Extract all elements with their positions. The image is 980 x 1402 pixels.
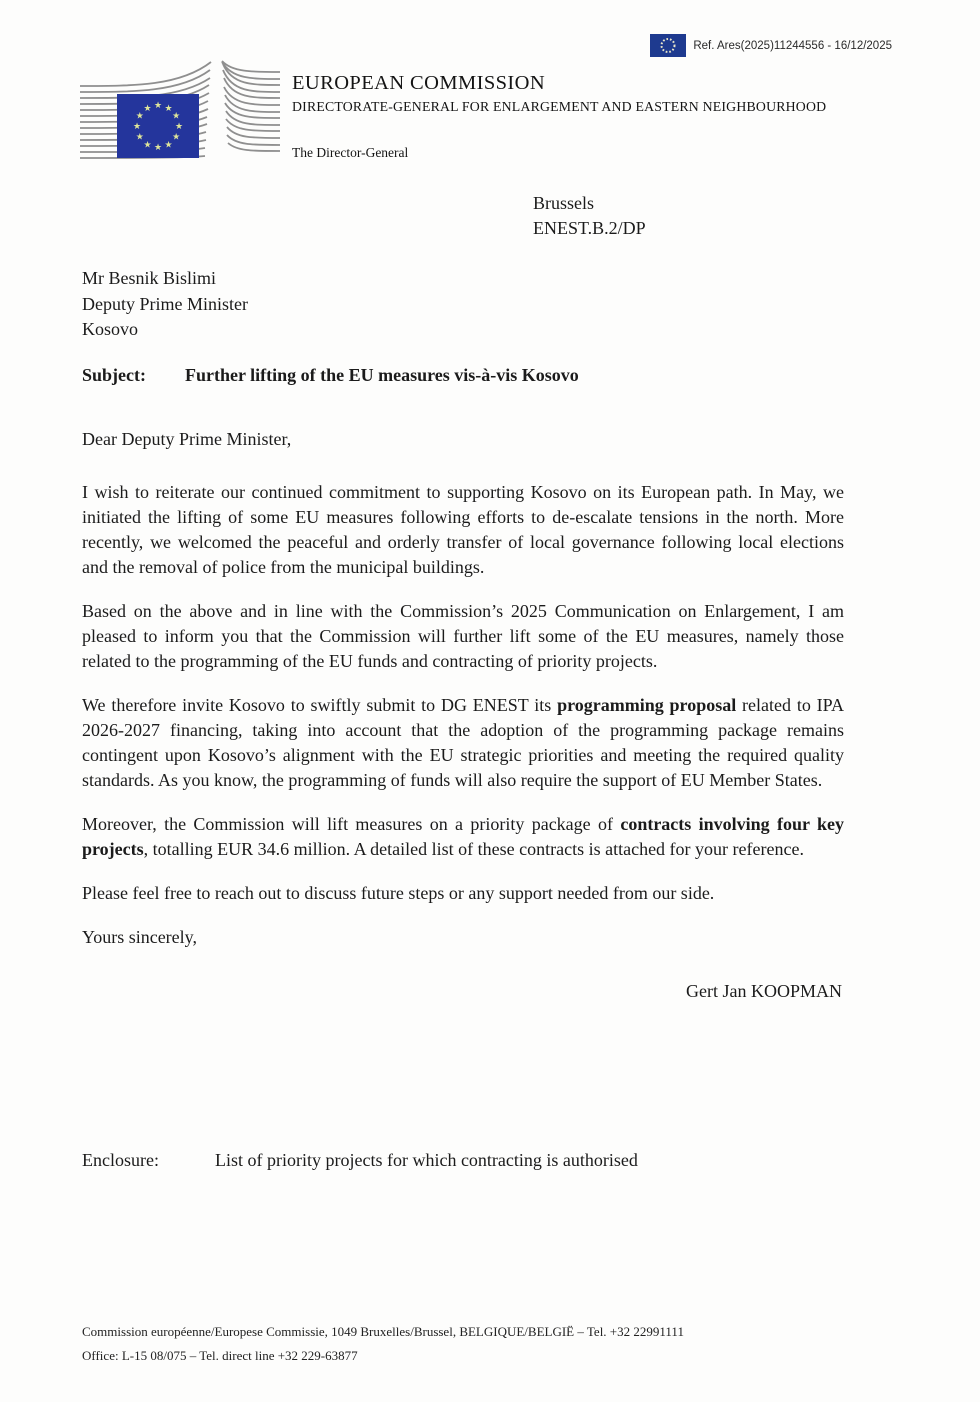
recipient-line: Mr Besnik Bislimi: [82, 268, 217, 288]
subject-label: Subject:: [82, 365, 146, 385]
logo-right-lines: [222, 61, 280, 151]
dateline-unit: ENEST.B.2/DP: [533, 218, 646, 238]
svg-text:★: ★: [164, 139, 173, 150]
body-paragraph: We therefore invite Kosovo to swiftly submit to DG ENEST its programming proposal related to IPA 2026-2027 financing, taking into account that the adoption of the programming package remains contingent upon Kosovo’s alignment with the EU strategic priorities and meeting the required quality standards. As you know, the programming of funds will also require the support of EU Member States.: [82, 695, 844, 790]
svg-text:★: ★: [135, 131, 144, 142]
body-paragraph: I wish to reiterate our continued commitment to supporting Kosovo on its European path. In May, we initiated the lifting of some EU measures following efforts to de-escalate tensions in the north. More recently, we welcomed the peaceful and orderly transfer of local governance following local elections and the removal of police from the municipal buildings.: [82, 482, 844, 577]
subject-line: [82, 365, 844, 386]
svg-text:★: ★: [135, 110, 144, 121]
recipient-line: Deputy Prime Minister: [82, 293, 248, 314]
enclosure-label: Enclosure:: [82, 1150, 159, 1170]
body-paragraph: Based on the above and in line with the Commission’s 2025 Communication on Enlargement, I am pleased to inform you that the Commission will further lift some of the EU measures, namely those related to the programming of the EU funds and contracting of priority projects.: [82, 601, 844, 671]
european-commission-logo: [80, 60, 280, 164]
letterhead: [292, 72, 826, 115]
svg-text:★: ★: [164, 103, 173, 113]
enclosure-line: [82, 1150, 882, 1171]
svg-text:★: ★: [153, 100, 163, 111]
organisation-name: EUROPEAN COMMISSION: [292, 72, 546, 94]
recipient-address: [82, 266, 248, 343]
svg-text:★: ★: [143, 103, 152, 113]
footer-address: Commission européenne/Europese Commissie, 1049 Bruxelles/Brussel, BELGIQUE/BELGIË – Tel. +32 22991111: [82, 1324, 684, 1339]
recipient-line: Kosovo: [82, 319, 139, 339]
svg-text:★: ★: [143, 139, 152, 150]
enclosure-text: List of priority projects for which contracting is authorised: [215, 1150, 638, 1170]
footer-office: Office: L-15 08/075 – Tel. direct line +32 229-63877: [82, 1348, 358, 1363]
dateline-city: Brussels: [533, 193, 595, 213]
signature-name: Gert Jan KOOPMAN: [686, 981, 842, 1001]
eu-flag-icon: [650, 34, 686, 57]
svg-text:★: ★: [132, 121, 142, 132]
dateline: [533, 191, 646, 241]
signatory-title: The Director-General: [292, 145, 409, 160]
letter-body: [82, 427, 844, 1004]
body-paragraphs: [82, 480, 844, 906]
registration-line: [650, 34, 892, 57]
salutation: Dear Deputy Prime Minister,: [82, 429, 292, 449]
subject-text: Further lifting of the EU measures vis-à-vis Kosovo: [185, 365, 579, 385]
closing: Yours sincerely,: [82, 927, 197, 947]
svg-text:★: ★: [172, 110, 181, 121]
body-paragraph: Moreover, the Commission will lift measures on a priority package of contracts involving four key projects, totalling EUR 34.6 million. A detailed list of these contracts is attached for your reference.: [82, 814, 844, 859]
body-paragraph: Please feel free to reach out to discuss future steps or any support needed from our side.: [82, 883, 715, 903]
footer: [82, 1320, 842, 1368]
svg-text:★: ★: [172, 131, 181, 142]
registration-number: Ref. Ares(2025)11244556 - 16/12/2025: [693, 39, 892, 52]
directorate-name: DIRECTORATE-GENERAL FOR ENLARGEMENT AND EASTERN NEIGHBOURHOOD: [292, 99, 827, 114]
svg-text:★: ★: [153, 142, 163, 153]
svg-text:★: ★: [174, 121, 184, 132]
